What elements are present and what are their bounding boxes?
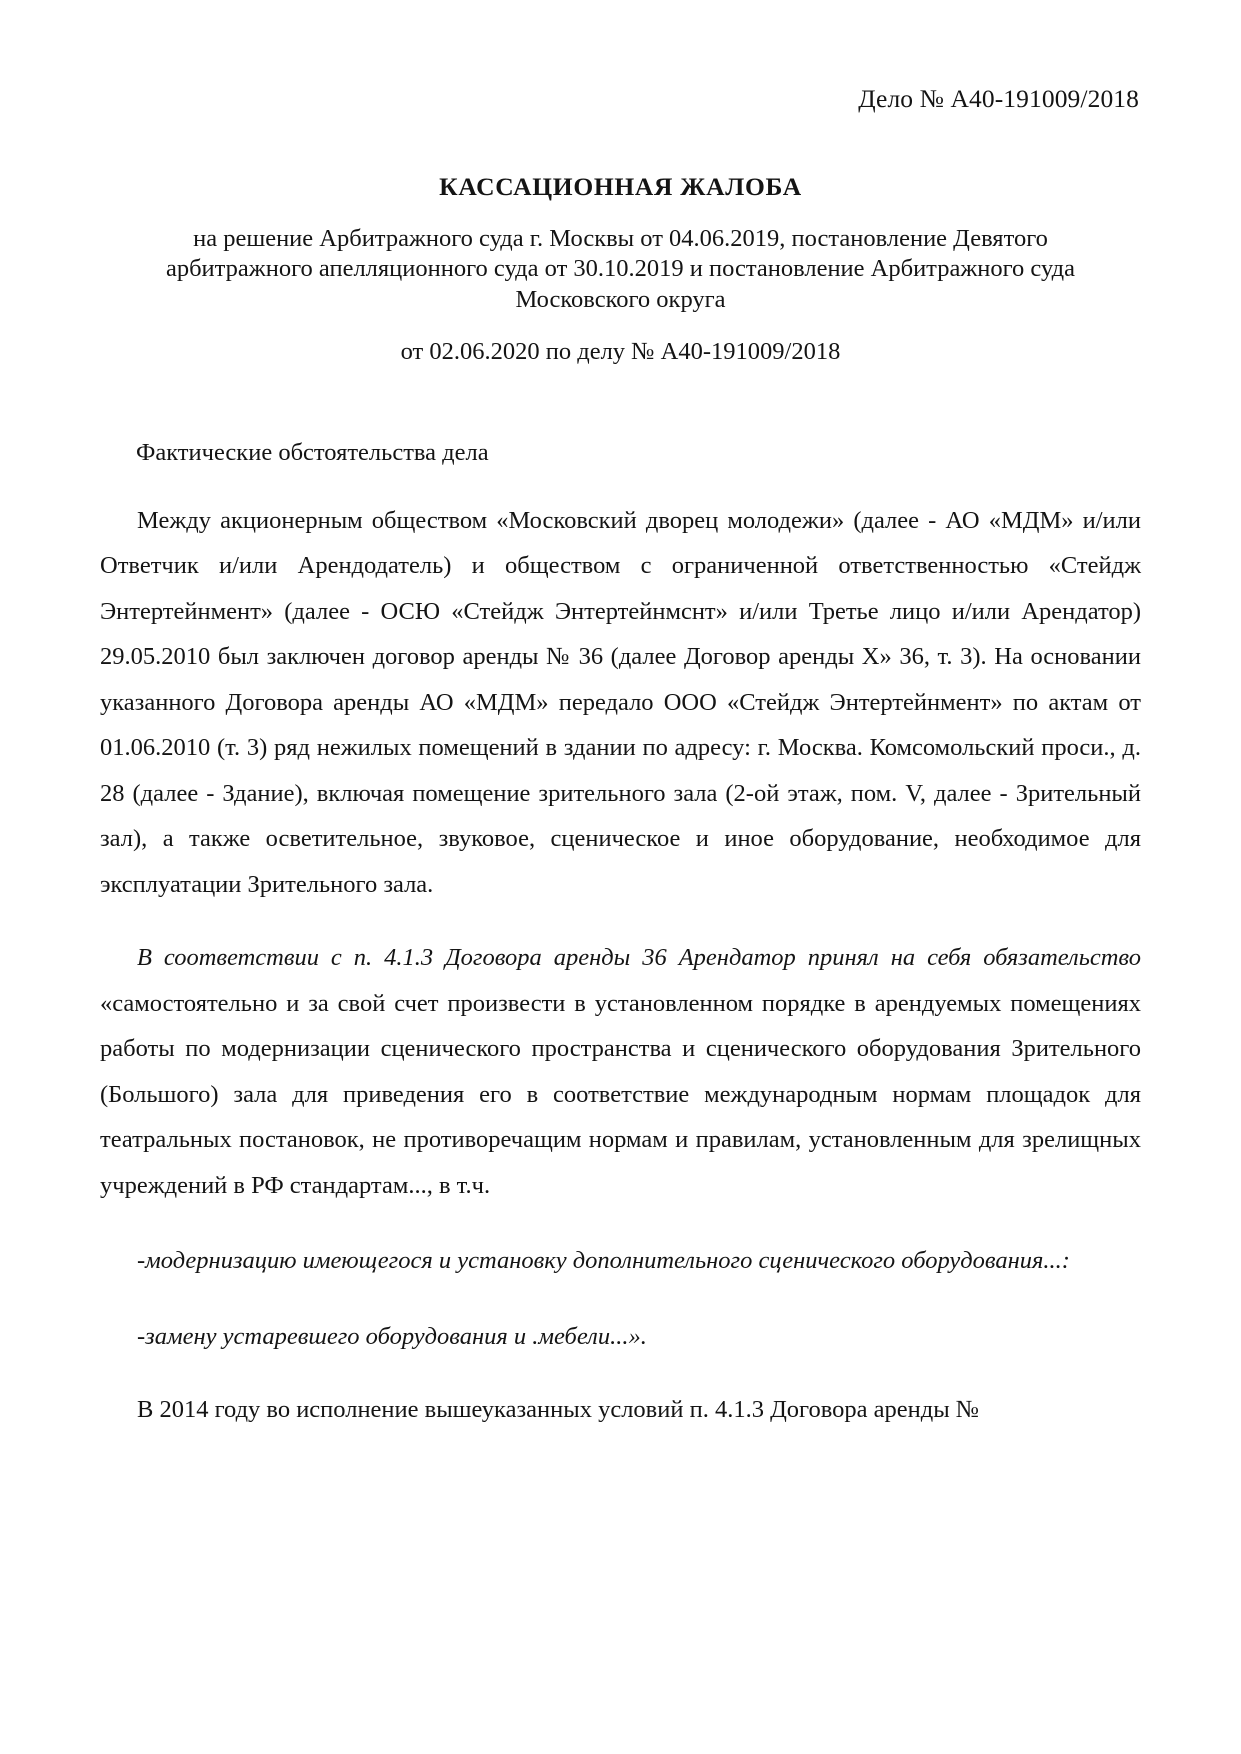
document-title: КАССАЦИОННАЯ ЖАЛОБА	[439, 171, 802, 201]
paragraph-clause-413-quote: «самостоятельно и за свой счет произвести в установленном порядке в арендуемых помещениях работы по модернизации сценического пространства и сценического оборудования Зрительного (Большого) зала для приведения его в соответствие международным нормам площадок для театральных постановок, не противоречащим нормам и правилам, установленным для зрелищных учреждений в РФ стандартам..., в т.ч.	[100, 989, 1141, 1199]
paragraph-facts-1: Между акционерным обществом «Московский дворец молодежи» (далее - АО «МДМ» и/или Ответчик и/или Арендодатель) и обществом с ограниченной ответственностью «Стейдж Энтертейнмент» (далее - ОСЮ «Стейдж Энтертейнмснт» и/или Третье лицо и/или Арендатор) 29.05.2010 был заключен договор аренды № 36 (далее Договор аренды X» 36, т. 3). На основании указанного Договора аренды АО «МДМ» передало ООО «Стейдж Энтертейнмент» по актам от 01.06.2010 (т. 3) ряд нежилых помещений в здании по адресу: г. Москва. Комсомольский проси., д. 28 (далее - Здание), включая помещение зрительного зала (2-ой этаж, пом. V, далее - Зрительный зал), а также осветительное, звуковое, сценическое и иное оборудование, необходимое для эксплуатации Зрительного зала.	[100, 506, 1141, 898]
case-number-header: Дело № А40-191009/2018	[858, 84, 1139, 113]
page-content	[100, 0, 1141, 1754]
paragraph-bullet-replacement: -замену устаревшего оборудования и .мебели...».	[137, 1322, 647, 1350]
paragraph-bullet-modernization: -модернизацию имеющегося и установку дополнительного сценического оборудования...:	[137, 1247, 1070, 1275]
paragraph-2014: В 2014 году во исполнение вышеуказанных условий п. 4.1.3 Договора аренды №	[137, 1396, 980, 1424]
document-subtitle-date: от 02.06.2020 по делу № А40-191009/2018	[400, 338, 841, 366]
paragraph-clause-413-italic-lead: В соответствии с п. 4.1.3 Договора аренды 36 Арендатор принял на себя обязательство	[137, 944, 1141, 972]
section-heading-facts: Фактические обстоятельства дела	[136, 439, 489, 467]
document-subtitle: на решение Арбитражного суда г. Москвы от 04.06.2019, постановление Девятого арбитражного апелляционного суда от 30.10.2019 и постановление Арбитражного суда Московского округа	[165, 224, 1076, 314]
paragraph-clause-413	[100, 935, 1141, 1208]
